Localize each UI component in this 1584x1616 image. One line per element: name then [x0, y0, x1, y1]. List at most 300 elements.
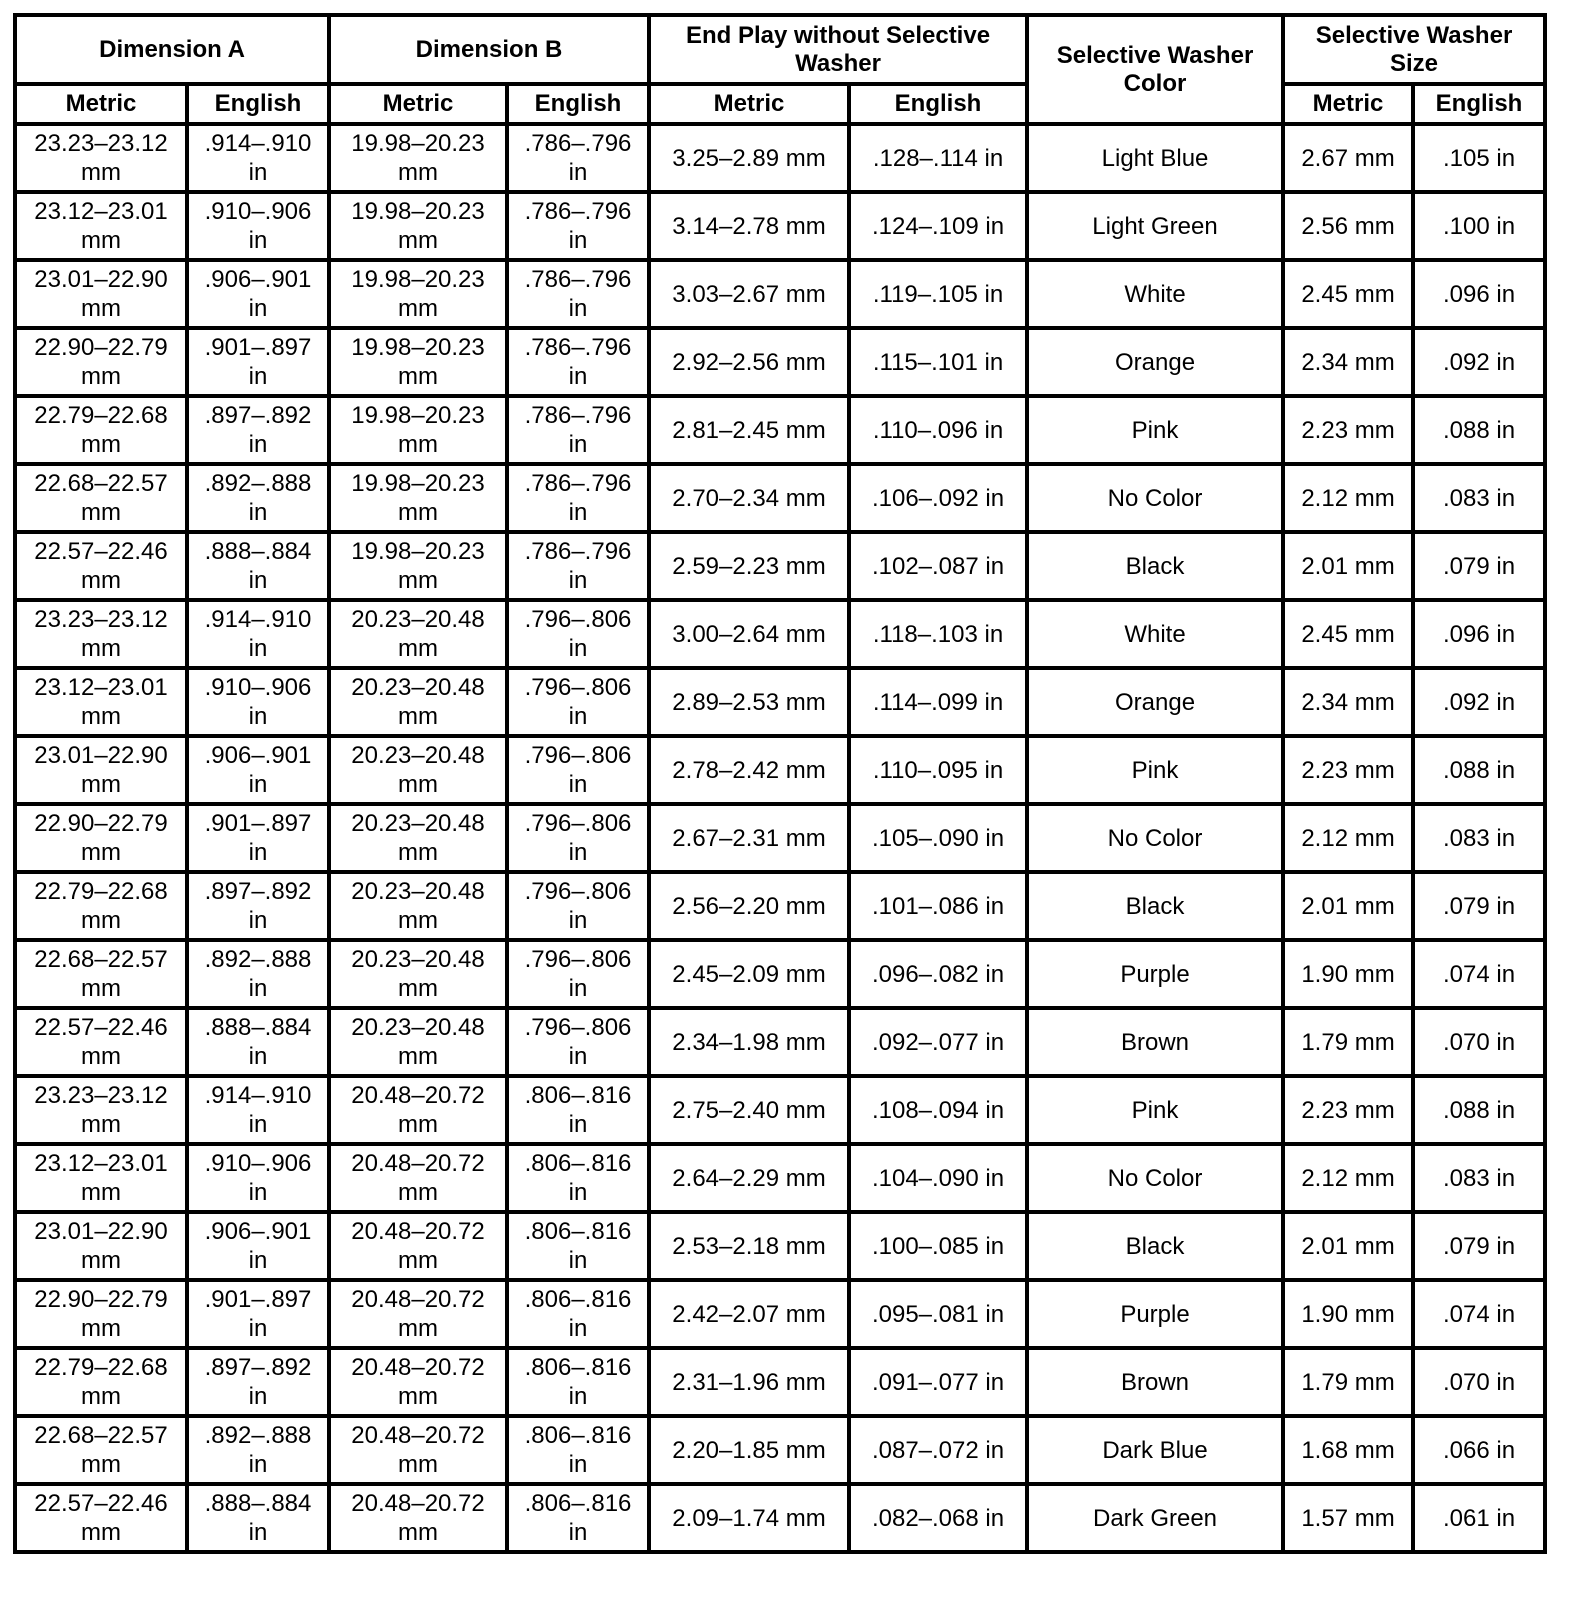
cell-dim-a-english-unit: in	[248, 839, 268, 866]
cell-dim-a-english-unit: in	[248, 159, 268, 186]
cell-dim-a-metric	[15, 736, 187, 804]
cell-end-play-metric: 2.64–2.29 mm	[649, 1144, 849, 1212]
cell-dim-b-metric-value: 20.23–20.48	[351, 1014, 485, 1041]
cell-dim-a-metric	[15, 192, 187, 260]
cell-washer-color: Black	[1027, 532, 1283, 600]
cell-dim-b-metric-unit: mm	[398, 839, 438, 866]
cell-dim-b-metric-value: 20.23–20.48	[351, 674, 485, 701]
cell-washer-color: No Color	[1027, 464, 1283, 532]
cell-dim-a-english-unit: in	[248, 703, 268, 730]
cell-dim-a-english	[187, 464, 329, 532]
cell-dim-b-metric-unit: mm	[398, 159, 438, 186]
cell-washer-color: Orange	[1027, 668, 1283, 736]
table-row	[15, 668, 1545, 736]
cell-end-play-metric: 3.25–2.89 mm	[649, 124, 849, 192]
cell-dim-a-metric-unit: mm	[81, 771, 121, 798]
cell-dim-b-english-unit: in	[568, 159, 588, 186]
cell-end-play-english: .114–.099 in	[849, 668, 1027, 736]
cell-dim-a-metric-value: 22.68–22.57	[34, 470, 168, 497]
cell-dim-b-english	[507, 260, 649, 328]
cell-dim-b-metric-unit: mm	[398, 567, 438, 594]
cell-dim-a-english-value: .906–.901	[204, 742, 312, 769]
cell-dim-a-metric-unit: mm	[81, 1247, 121, 1274]
table-row	[15, 124, 1545, 192]
cell-end-play-english: .105–.090 in	[849, 804, 1027, 872]
cell-dim-b-english-value: .786–.796	[524, 538, 632, 565]
cell-washer-size-english: .070 in	[1413, 1008, 1545, 1076]
cell-dim-b-english-unit: in	[568, 431, 588, 458]
cell-dim-a-english-value: .901–.897	[204, 334, 312, 361]
cell-dim-a-metric	[15, 1280, 187, 1348]
cell-dim-b-metric	[329, 872, 507, 940]
cell-dim-a-metric	[15, 1484, 187, 1552]
cell-dim-b-english	[507, 396, 649, 464]
cell-dim-b-english-unit: in	[568, 1315, 588, 1342]
cell-end-play-english: .101–.086 in	[849, 872, 1027, 940]
cell-dim-b-metric-unit: mm	[398, 1043, 438, 1070]
cell-dim-a-metric	[15, 396, 187, 464]
cell-washer-size-english: .070 in	[1413, 1348, 1545, 1416]
cell-dim-b-english-unit: in	[568, 1451, 588, 1478]
cell-dim-a-metric	[15, 872, 187, 940]
cell-dim-b-metric-unit: mm	[398, 1247, 438, 1274]
cell-end-play-english: .128–.114 in	[849, 124, 1027, 192]
cell-dim-a-english-unit: in	[248, 499, 268, 526]
cell-dim-a-metric-value: 23.23–23.12	[34, 606, 168, 633]
cell-dim-a-metric-value: 23.12–23.01	[34, 198, 168, 225]
table-row	[15, 1348, 1545, 1416]
cell-washer-size-metric: 2.67 mm	[1283, 124, 1413, 192]
cell-dim-b-metric	[329, 668, 507, 736]
cell-washer-size-english: .092 in	[1413, 668, 1545, 736]
cell-washer-color: Black	[1027, 872, 1283, 940]
cell-washer-size-metric: 1.90 mm	[1283, 1280, 1413, 1348]
cell-washer-size-english: .066 in	[1413, 1416, 1545, 1484]
cell-dim-a-english-unit: in	[248, 567, 268, 594]
cell-dim-a-english-unit: in	[248, 771, 268, 798]
cell-washer-size-english: .096 in	[1413, 600, 1545, 668]
cell-dim-a-metric-unit: mm	[81, 499, 121, 526]
cell-dim-b-metric-value: 19.98–20.23	[351, 334, 485, 361]
cell-dim-b-metric-unit: mm	[398, 295, 438, 322]
cell-washer-size-metric: 2.45 mm	[1283, 260, 1413, 328]
cell-washer-color: White	[1027, 260, 1283, 328]
cell-washer-color: Dark Blue	[1027, 1416, 1283, 1484]
cell-end-play-english: .095–.081 in	[849, 1280, 1027, 1348]
cell-dim-b-metric-unit: mm	[398, 635, 438, 662]
cell-dim-b-metric-value: 20.23–20.48	[351, 742, 485, 769]
cell-dim-a-metric	[15, 1212, 187, 1280]
cell-dim-a-metric	[15, 1008, 187, 1076]
cell-dim-a-english-unit: in	[248, 907, 268, 934]
cell-end-play-metric: 2.20–1.85 mm	[649, 1416, 849, 1484]
cell-dim-a-english-value: .897–.892	[204, 1354, 312, 1381]
cell-dim-b-english-unit: in	[568, 975, 588, 1002]
cell-washer-size-metric: 2.01 mm	[1283, 1212, 1413, 1280]
cell-dim-a-english-unit: in	[248, 1111, 268, 1138]
cell-dim-b-english	[507, 532, 649, 600]
cell-dim-b-metric-value: 20.23–20.48	[351, 606, 485, 633]
header-a-english: English	[187, 84, 329, 124]
cell-dim-b-english-value: .806–.816	[524, 1354, 632, 1381]
cell-dim-a-metric	[15, 328, 187, 396]
cell-end-play-metric: 2.53–2.18 mm	[649, 1212, 849, 1280]
cell-washer-size-metric: 2.56 mm	[1283, 192, 1413, 260]
cell-dim-b-metric	[329, 396, 507, 464]
cell-dim-a-metric-value: 22.90–22.79	[34, 334, 168, 361]
cell-dim-b-metric	[329, 600, 507, 668]
cell-dim-b-english	[507, 1348, 649, 1416]
cell-end-play-metric: 2.34–1.98 mm	[649, 1008, 849, 1076]
cell-dim-a-english-value: .901–.897	[204, 1286, 312, 1313]
table-row	[15, 1280, 1545, 1348]
cell-dim-b-english-unit: in	[568, 499, 588, 526]
cell-dim-a-metric-unit: mm	[81, 907, 121, 934]
cell-dim-a-english-value: .914–.910	[204, 1082, 312, 1109]
header-b-metric: Metric	[329, 84, 507, 124]
cell-dim-a-english	[187, 260, 329, 328]
cell-washer-size-english: .088 in	[1413, 1076, 1545, 1144]
cell-washer-size-english: .061 in	[1413, 1484, 1545, 1552]
cell-dim-a-metric	[15, 260, 187, 328]
cell-washer-size-english: .083 in	[1413, 464, 1545, 532]
cell-end-play-metric: 2.67–2.31 mm	[649, 804, 849, 872]
cell-dim-b-metric-value: 20.48–20.72	[351, 1490, 485, 1517]
cell-washer-size-metric: 2.01 mm	[1283, 532, 1413, 600]
cell-washer-color: No Color	[1027, 804, 1283, 872]
cell-dim-b-metric-value: 19.98–20.23	[351, 266, 485, 293]
cell-dim-b-metric-unit: mm	[398, 1111, 438, 1138]
header-b-english: English	[507, 84, 649, 124]
cell-dim-a-english	[187, 1212, 329, 1280]
cell-dim-b-english-value: .786–.796	[524, 402, 632, 429]
cell-dim-b-english	[507, 872, 649, 940]
header-dimension-a: Dimension A	[15, 15, 329, 84]
cell-end-play-metric: 3.00–2.64 mm	[649, 600, 849, 668]
cell-dim-b-english	[507, 804, 649, 872]
cell-end-play-metric: 2.92–2.56 mm	[649, 328, 849, 396]
cell-dim-b-metric-value: 20.23–20.48	[351, 878, 485, 905]
cell-dim-a-english	[187, 1280, 329, 1348]
cell-dim-a-metric	[15, 600, 187, 668]
cell-dim-a-english	[187, 1416, 329, 1484]
cell-dim-a-english-value: .897–.892	[204, 402, 312, 429]
cell-washer-color: Light Green	[1027, 192, 1283, 260]
cell-washer-color: White	[1027, 600, 1283, 668]
cell-dim-a-english-unit: in	[248, 635, 268, 662]
cell-washer-size-metric: 2.23 mm	[1283, 1076, 1413, 1144]
cell-dim-a-english	[187, 124, 329, 192]
cell-washer-color: Pink	[1027, 396, 1283, 464]
cell-dim-a-metric-value: 22.79–22.68	[34, 1354, 168, 1381]
cell-dim-b-english-value: .786–.796	[524, 334, 632, 361]
cell-end-play-metric: 2.75–2.40 mm	[649, 1076, 849, 1144]
cell-washer-size-english: .079 in	[1413, 872, 1545, 940]
cell-dim-b-english	[507, 464, 649, 532]
cell-dim-a-metric	[15, 1416, 187, 1484]
cell-dim-a-english-unit: in	[248, 227, 268, 254]
cell-dim-a-english	[187, 940, 329, 1008]
cell-dim-b-english	[507, 1280, 649, 1348]
cell-dim-b-metric	[329, 804, 507, 872]
cell-dim-b-metric-value: 20.48–20.72	[351, 1422, 485, 1449]
cell-washer-size-metric: 2.23 mm	[1283, 736, 1413, 804]
cell-dim-a-metric-unit: mm	[81, 975, 121, 1002]
cell-dim-a-metric-unit: mm	[81, 1519, 121, 1546]
cell-end-play-english: .102–.087 in	[849, 532, 1027, 600]
cell-dim-b-metric-value: 19.98–20.23	[351, 538, 485, 565]
cell-dim-b-english	[507, 736, 649, 804]
cell-dim-b-english-value: .796–.806	[524, 742, 632, 769]
table-row	[15, 1144, 1545, 1212]
cell-dim-b-english-value: .796–.806	[524, 674, 632, 701]
cell-dim-a-metric-value: 23.23–23.12	[34, 130, 168, 157]
table-row	[15, 600, 1545, 668]
cell-washer-size-english: .079 in	[1413, 1212, 1545, 1280]
cell-dim-a-metric	[15, 1348, 187, 1416]
cell-washer-size-english: .092 in	[1413, 328, 1545, 396]
table-row	[15, 804, 1545, 872]
cell-dim-b-metric-value: 19.98–20.23	[351, 470, 485, 497]
cell-dim-b-english	[507, 1484, 649, 1552]
cell-dim-a-english-unit: in	[248, 431, 268, 458]
cell-dim-b-metric-value: 20.48–20.72	[351, 1150, 485, 1177]
cell-dim-a-metric	[15, 532, 187, 600]
cell-dim-a-metric-value: 23.01–22.90	[34, 1218, 168, 1245]
cell-dim-b-metric-unit: mm	[398, 771, 438, 798]
cell-washer-size-english: .100 in	[1413, 192, 1545, 260]
table-row	[15, 1416, 1545, 1484]
cell-end-play-english: .115–.101 in	[849, 328, 1027, 396]
cell-dim-b-english-value: .796–.806	[524, 810, 632, 837]
cell-washer-size-metric: 1.90 mm	[1283, 940, 1413, 1008]
cell-washer-color: Purple	[1027, 940, 1283, 1008]
cell-dim-b-english-unit: in	[568, 227, 588, 254]
cell-end-play-metric: 2.70–2.34 mm	[649, 464, 849, 532]
cell-end-play-english: .110–.096 in	[849, 396, 1027, 464]
cell-dim-b-english-unit: in	[568, 1519, 588, 1546]
cell-dim-b-metric	[329, 1348, 507, 1416]
cell-dim-a-english-value: .910–.906	[204, 198, 312, 225]
cell-dim-b-metric	[329, 1416, 507, 1484]
cell-dim-a-english	[187, 1008, 329, 1076]
cell-end-play-english: .119–.105 in	[849, 260, 1027, 328]
cell-dim-b-metric	[329, 736, 507, 804]
cell-dim-a-metric-value: 22.57–22.46	[34, 1014, 168, 1041]
cell-washer-color: Black	[1027, 1212, 1283, 1280]
cell-dim-b-metric-unit: mm	[398, 1179, 438, 1206]
cell-dim-b-english-value: .806–.816	[524, 1082, 632, 1109]
table-row	[15, 192, 1545, 260]
cell-dim-a-english-value: .906–.901	[204, 1218, 312, 1245]
cell-dim-a-english-unit: in	[248, 1315, 268, 1342]
table-row	[15, 1076, 1545, 1144]
cell-dim-a-metric-value: 22.68–22.57	[34, 1422, 168, 1449]
cell-dim-b-metric	[329, 1484, 507, 1552]
cell-dim-b-metric-unit: mm	[398, 975, 438, 1002]
header-size-metric: Metric	[1283, 84, 1413, 124]
cell-end-play-english: .110–.095 in	[849, 736, 1027, 804]
cell-dim-a-english	[187, 328, 329, 396]
cell-dim-a-metric-unit: mm	[81, 839, 121, 866]
cell-end-play-english: .108–.094 in	[849, 1076, 1027, 1144]
cell-dim-b-english-unit: in	[568, 567, 588, 594]
cell-dim-a-metric-value: 22.57–22.46	[34, 538, 168, 565]
cell-washer-size-english: .088 in	[1413, 396, 1545, 464]
cell-dim-b-english-unit: in	[568, 635, 588, 662]
cell-dim-a-english	[187, 600, 329, 668]
cell-dim-b-english-unit: in	[568, 771, 588, 798]
cell-dim-a-english-unit: in	[248, 1451, 268, 1478]
cell-washer-size-english: .096 in	[1413, 260, 1545, 328]
cell-end-play-english: .106–.092 in	[849, 464, 1027, 532]
cell-dim-b-english	[507, 1212, 649, 1280]
cell-washer-size-english: .083 in	[1413, 1144, 1545, 1212]
cell-end-play-metric: 2.45–2.09 mm	[649, 940, 849, 1008]
cell-washer-color: Light Blue	[1027, 124, 1283, 192]
cell-dim-a-metric-value: 22.90–22.79	[34, 1286, 168, 1313]
cell-washer-size-metric: 2.12 mm	[1283, 804, 1413, 872]
cell-dim-a-metric-value: 22.79–22.68	[34, 402, 168, 429]
cell-dim-a-metric-unit: mm	[81, 1111, 121, 1138]
cell-dim-b-metric-value: 19.98–20.23	[351, 130, 485, 157]
header-washer-color: Selective Washer Color	[1027, 15, 1283, 124]
cell-washer-size-metric: 2.12 mm	[1283, 1144, 1413, 1212]
cell-dim-b-english	[507, 1008, 649, 1076]
cell-washer-size-english: .105 in	[1413, 124, 1545, 192]
cell-dim-b-english-value: .806–.816	[524, 1286, 632, 1313]
cell-washer-size-metric: 1.79 mm	[1283, 1008, 1413, 1076]
table-row	[15, 736, 1545, 804]
cell-dim-a-english-unit: in	[248, 363, 268, 390]
header-dimension-b: Dimension B	[329, 15, 649, 84]
cell-washer-size-english: .074 in	[1413, 1280, 1545, 1348]
cell-dim-a-english-unit: in	[248, 295, 268, 322]
cell-dim-a-english-unit: in	[248, 1043, 268, 1070]
cell-washer-size-metric: 2.34 mm	[1283, 668, 1413, 736]
cell-dim-b-english-unit: in	[568, 839, 588, 866]
cell-end-play-english: .124–.109 in	[849, 192, 1027, 260]
cell-end-play-metric: 2.09–1.74 mm	[649, 1484, 849, 1552]
cell-washer-size-metric: 1.68 mm	[1283, 1416, 1413, 1484]
cell-washer-size-english: .079 in	[1413, 532, 1545, 600]
header-washer-size: Selective Washer Size	[1283, 15, 1545, 84]
cell-dim-a-metric-unit: mm	[81, 1043, 121, 1070]
cell-washer-color: Dark Green	[1027, 1484, 1283, 1552]
cell-dim-a-english	[187, 872, 329, 940]
cell-dim-a-metric-value: 23.12–23.01	[34, 674, 168, 701]
cell-dim-b-metric-unit: mm	[398, 227, 438, 254]
cell-dim-b-english-value: .786–.796	[524, 198, 632, 225]
cell-washer-size-english: .074 in	[1413, 940, 1545, 1008]
header-ep-metric: Metric	[649, 84, 849, 124]
cell-washer-color: Brown	[1027, 1348, 1283, 1416]
cell-dim-a-metric	[15, 1144, 187, 1212]
table-row	[15, 940, 1545, 1008]
cell-dim-a-english-unit: in	[248, 1519, 268, 1546]
table-row	[15, 1212, 1545, 1280]
cell-dim-b-metric-value: 20.48–20.72	[351, 1286, 485, 1313]
cell-dim-a-metric-unit: mm	[81, 295, 121, 322]
cell-washer-size-metric: 2.23 mm	[1283, 396, 1413, 464]
cell-dim-b-metric-unit: mm	[398, 499, 438, 526]
cell-dim-b-metric	[329, 1212, 507, 1280]
cell-dim-a-english	[187, 192, 329, 260]
cell-dim-a-metric-unit: mm	[81, 1383, 121, 1410]
cell-dim-a-metric-unit: mm	[81, 567, 121, 594]
cell-dim-a-english	[187, 668, 329, 736]
cell-dim-b-english-value: .806–.816	[524, 1490, 632, 1517]
cell-washer-color: Brown	[1027, 1008, 1283, 1076]
cell-dim-b-metric	[329, 124, 507, 192]
cell-dim-a-metric-value: 22.79–22.68	[34, 878, 168, 905]
cell-dim-b-metric	[329, 464, 507, 532]
cell-dim-b-english	[507, 124, 649, 192]
cell-washer-color: Orange	[1027, 328, 1283, 396]
cell-end-play-metric: 2.56–2.20 mm	[649, 872, 849, 940]
cell-end-play-english: .096–.082 in	[849, 940, 1027, 1008]
cell-dim-a-english-value: .892–.888	[204, 946, 312, 973]
cell-washer-color: No Color	[1027, 1144, 1283, 1212]
cell-end-play-english: .118–.103 in	[849, 600, 1027, 668]
cell-dim-a-english-value: .906–.901	[204, 266, 312, 293]
cell-dim-b-metric-unit: mm	[398, 1383, 438, 1410]
cell-washer-size-metric: 2.12 mm	[1283, 464, 1413, 532]
cell-end-play-metric: 3.14–2.78 mm	[649, 192, 849, 260]
cell-dim-b-english	[507, 668, 649, 736]
cell-end-play-english: .087–.072 in	[849, 1416, 1027, 1484]
cell-dim-b-metric-unit: mm	[398, 1315, 438, 1342]
washer-spec-table	[13, 13, 1547, 1554]
cell-washer-size-english: .088 in	[1413, 736, 1545, 804]
cell-dim-b-english-value: .806–.816	[524, 1150, 632, 1177]
cell-end-play-metric: 2.78–2.42 mm	[649, 736, 849, 804]
cell-dim-a-english-unit: in	[248, 1179, 268, 1206]
cell-dim-a-english	[187, 804, 329, 872]
cell-dim-b-english-unit: in	[568, 363, 588, 390]
cell-dim-a-metric-value: 23.01–22.90	[34, 742, 168, 769]
cell-dim-a-english-value: .914–.910	[204, 130, 312, 157]
cell-washer-size-metric: 2.34 mm	[1283, 328, 1413, 396]
cell-dim-b-english-unit: in	[568, 1247, 588, 1274]
cell-dim-a-english	[187, 1484, 329, 1552]
cell-dim-b-english	[507, 1416, 649, 1484]
cell-dim-a-metric	[15, 1076, 187, 1144]
cell-dim-b-metric-value: 19.98–20.23	[351, 198, 485, 225]
cell-dim-b-metric	[329, 1280, 507, 1348]
cell-dim-b-english	[507, 600, 649, 668]
cell-dim-b-metric	[329, 940, 507, 1008]
cell-dim-a-metric-unit: mm	[81, 635, 121, 662]
cell-dim-b-english-value: .786–.796	[524, 470, 632, 497]
cell-dim-b-metric	[329, 328, 507, 396]
cell-dim-a-english	[187, 736, 329, 804]
cell-dim-a-english-value: .901–.897	[204, 810, 312, 837]
cell-dim-b-english	[507, 940, 649, 1008]
cell-dim-a-metric-value: 22.57–22.46	[34, 1490, 168, 1517]
cell-washer-size-metric: 1.57 mm	[1283, 1484, 1413, 1552]
table-row	[15, 1484, 1545, 1552]
header-size-english: English	[1413, 84, 1545, 124]
cell-dim-a-metric-unit: mm	[81, 363, 121, 390]
cell-dim-a-metric-value: 23.12–23.01	[34, 1150, 168, 1177]
cell-end-play-english: .092–.077 in	[849, 1008, 1027, 1076]
cell-dim-b-metric-unit: mm	[398, 703, 438, 730]
cell-dim-a-metric	[15, 464, 187, 532]
cell-washer-size-metric: 2.45 mm	[1283, 600, 1413, 668]
cell-dim-a-metric-value: 22.90–22.79	[34, 810, 168, 837]
cell-dim-b-english	[507, 328, 649, 396]
